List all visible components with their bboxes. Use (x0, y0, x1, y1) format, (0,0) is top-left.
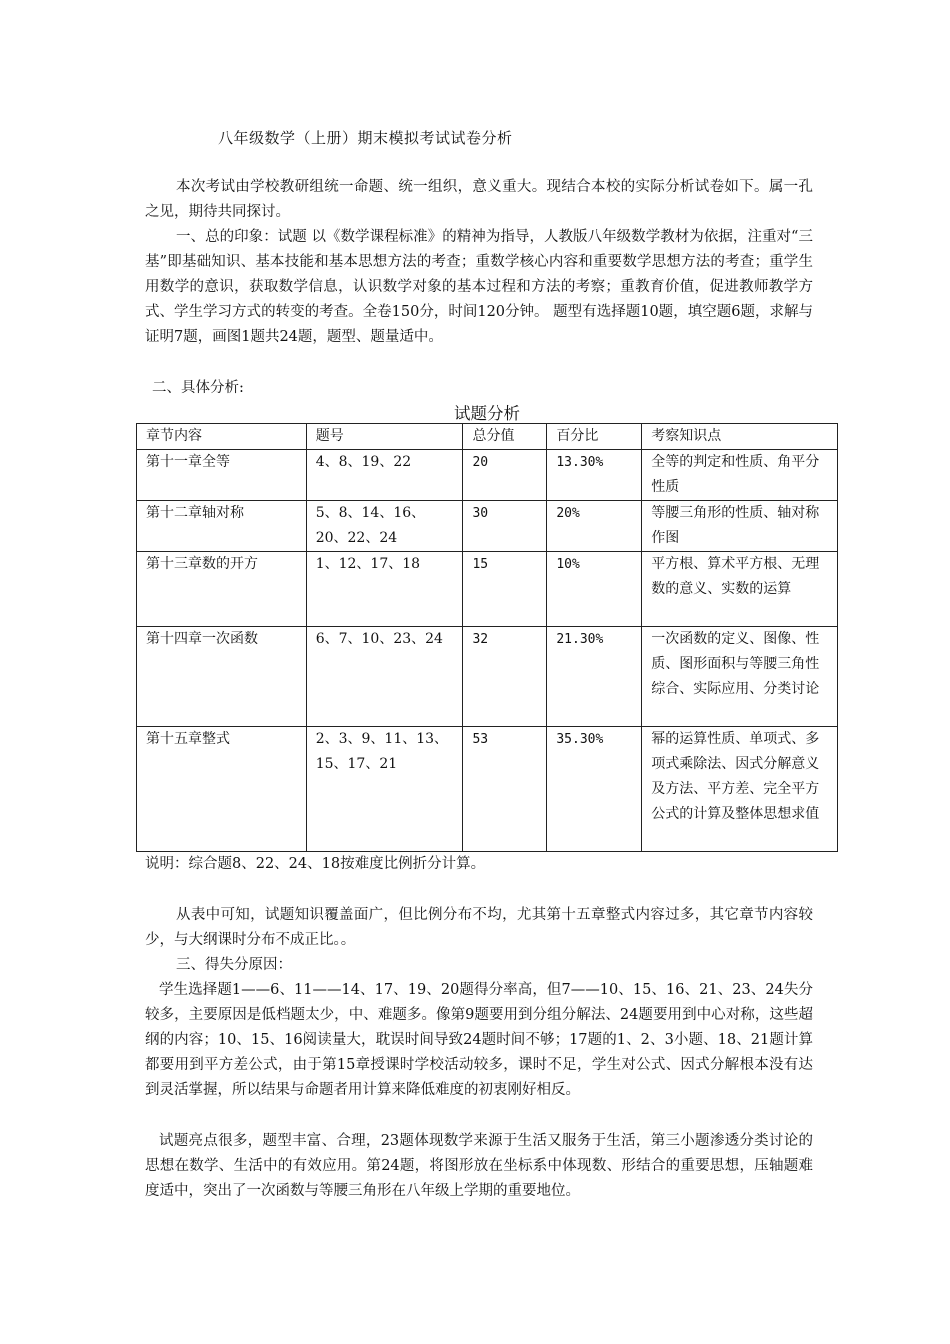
section-heading-analysis: 二、具体分析: (152, 380, 244, 396)
cell-score: 20 (463, 450, 547, 501)
table-row (137, 552, 838, 627)
cell-chapter: 第十四章一次函数 (137, 627, 307, 727)
cell-percent: 20% (547, 501, 642, 552)
section-heading-reasons: 三、得失分原因： (176, 957, 292, 973)
cell-questions: 2、3、9、11、13、15、17、21 (306, 727, 463, 852)
table-row (137, 450, 838, 501)
table-row (137, 627, 838, 727)
header-percent: 百分比 (547, 424, 642, 450)
cell-percent: 13.30% (547, 450, 642, 501)
cell-points: 等腰三角形的性质、轴对称作图 (642, 501, 838, 552)
table-summary-paragraph: 从表中可知，试题知识覆盖面广，但比例分布不均，尤其第十五章整式内容过多，其它章节内容较少，与大纲课时分布不成正比。。 (145, 907, 813, 948)
header-points: 考察知识点 (642, 424, 838, 450)
cell-points: 一次函数的定义、图像、性质、图形面积与等腰三角性综合、实际应用、分类讨论 (642, 627, 838, 727)
cell-points: 平方根、算术平方根、无理数的意义、实数的运算 (642, 552, 838, 627)
table-title: 试题分析 (454, 404, 520, 423)
analysis-table (136, 423, 838, 852)
header-questions: 题号 (306, 424, 463, 450)
cell-chapter: 第十一章全等 (137, 450, 307, 501)
table-row (137, 727, 838, 852)
cell-points: 幂的运算性质、单项式、多项式乘除法、因式分解意义及方法、平方差、完全平方公式的计算及整体思想求值 (642, 727, 838, 852)
cell-chapter: 第十五章整式 (137, 727, 307, 852)
cell-percent: 21.30% (547, 627, 642, 727)
document-title: 八年级数学（上册）期末模拟考试试卷分析 (218, 129, 513, 147)
cell-questions: 1、12、17、18 (306, 552, 463, 627)
reasons-paragraph: 学生选择题1——6、11——14、17、19、20题得分率高，但7——10、15、16、21、23、24失分较多，主要原因是低档题太少，中、难题多。像第9题要用到分组分解法、24题要用到中心对称，这些超纲的内容；10、15、16阅读量大，耽误时间导致24题时间不够；17题的1、2、3小题、18、21题计算都要用到平方差公式，由于第15章授课时学校活动较多，课时不足，学生对公式、因式分解根本没有达到灵活掌握，所以结果与命题者用计算来降低难度的初衷刚好相反。 (145, 982, 813, 1098)
cell-questions: 6、7、10、23、24 (306, 627, 463, 727)
cell-questions: 4、8、19、22 (306, 450, 463, 501)
table-header-row (137, 424, 838, 450)
cell-score: 30 (463, 501, 547, 552)
cell-points: 全等的判定和性质、角平分性质 (642, 450, 838, 501)
table-note: 说明：综合题8、22、24、18按难度比例折分计算。 (145, 856, 486, 872)
highlights-paragraph: 试题亮点很多，题型丰富、合理，23题体现数学来源于生活又服务于生活，第三小题渗透分类讨论的思想在数学、生活中的有效应用。第24题，将图形放在坐标系中体现数、形结合的重要思想，压轴题难度适中，突出了一次函数与等腰三角形在八年级上学期的重要地位。 (145, 1133, 813, 1199)
cell-score: 53 (463, 727, 547, 852)
cell-questions: 5、8、14、16、20、22、24 (306, 501, 463, 552)
cell-score: 15 (463, 552, 547, 627)
header-chapter: 章节内容 (137, 424, 307, 450)
overall-impression-paragraph: 一、总的印象：试题 以《数学课程标准》的精神为指导，人教版八年级数学教材为依据，注重对“三基”即基础知识、基本技能和基本思想方法的考查；重数学核心内容和重要数学思想方法的考查；重学生用数学的意识，获取数学信息，认识数学对象的基本过程和方法的考察；重教育价值，促进教师教学方式、学生学习方式的转变的考查。全卷150分，时间120分钟。 题型有选择题10题，填空题6题，求解与证明7题，画图1题共24题，题型、题量适中。 (145, 229, 813, 345)
intro-paragraph: 本次考试由学校教研组统一命题、统一组织，意义重大。现结合本校的实际分析试卷如下。属一孔之见，期待共同探讨。 (145, 179, 813, 220)
cell-percent: 10% (547, 552, 642, 627)
cell-chapter: 第十三章数的开方 (137, 552, 307, 627)
table-row (137, 501, 838, 552)
cell-score: 32 (463, 627, 547, 727)
cell-percent: 35.30% (547, 727, 642, 852)
cell-chapter: 第十二章轴对称 (137, 501, 307, 552)
header-score: 总分值 (463, 424, 547, 450)
